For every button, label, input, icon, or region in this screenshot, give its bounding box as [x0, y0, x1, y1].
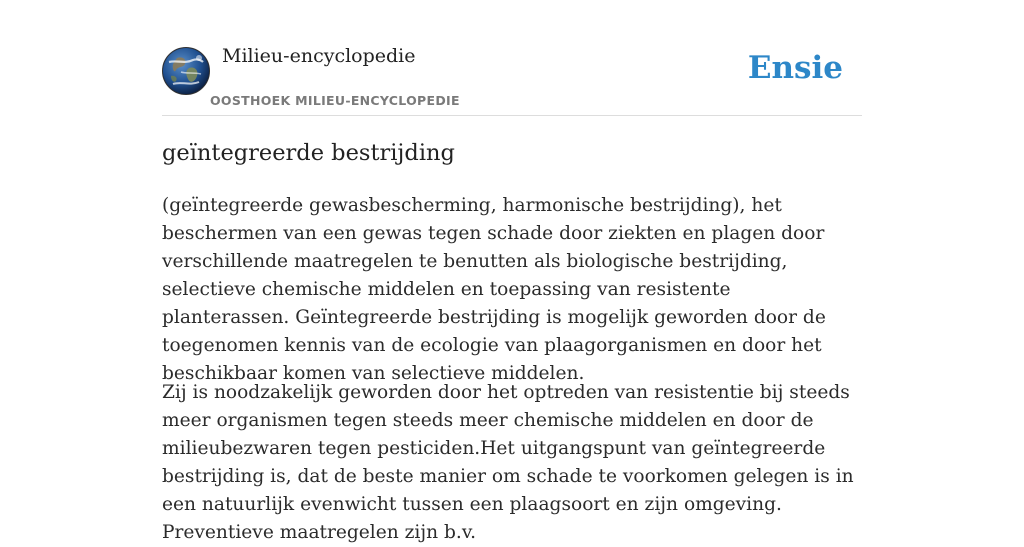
- entry-paragraph-1: (geïntegreerde gewasbescherming, harmonische bestrijding), het beschermen van een gewas tegen schade door ziekten en plagen door verschillende maatregelen te benutten als biologische bestrijding, selectieve chemische middelen en toepassing van resistente planterassen. Geïntegreerde bestrijding is mogelijk geworden door de toegenomen kennis van de ecologie van plaagorganismen en door het beschikbaar komen van selectieve middelen.: [162, 195, 826, 384]
- site-title[interactable]: Milieu-encyclopedie: [222, 45, 416, 67]
- site-subtitle: OOSTHOEK MILIEU-ENCYCLOPEDIE: [210, 93, 460, 108]
- site-header: [162, 0, 862, 116]
- ensie-logo-link[interactable]: Ensie: [747, 50, 843, 86]
- page-container: [162, 0, 862, 543]
- entry-paragraph-2: Zij is noodzakelijk geworden door het optreden van resistentie bij steeds meer organismen tegen steeds meer chemische middelen en door de milieubezwaren tegen pesticiden.Het uitgangspunt van geïntegreerde bestrijding is, dat de beste manier om schade te voorkomen gelegen is in een natuurlijk evenwicht tussen een plaagsoort en zijn omgeving. Preventieve maatregelen zijn b.v.: [162, 382, 854, 543]
- entry-title: geïntegreerde bestrijding: [162, 140, 455, 166]
- earth-globe-icon[interactable]: [162, 47, 210, 95]
